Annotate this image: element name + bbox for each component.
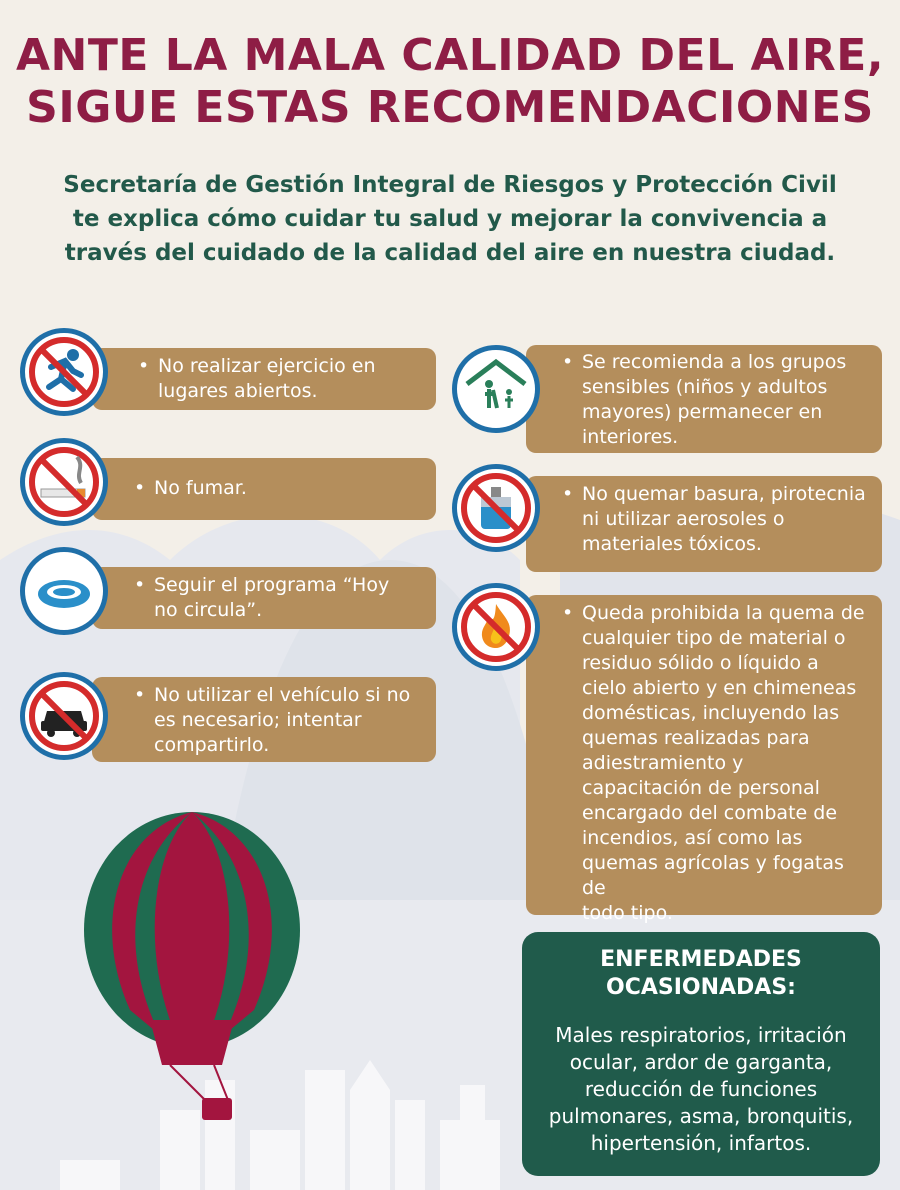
no-running-icon: [20, 328, 108, 416]
recommendation-text: [132, 354, 426, 404]
diseases-body: [522, 1022, 880, 1157]
recommendation-text: [128, 573, 426, 623]
recommendation-card: [92, 348, 436, 410]
diseases-line: Males respiratorios, irritación: [555, 1023, 847, 1047]
text-line: cualquier tipo de material o: [582, 627, 846, 649]
text-line: materiales tóxicos.: [582, 533, 762, 555]
text-line: No realizar ejercicio en: [158, 355, 376, 377]
recommendation-text: [556, 601, 872, 926]
text-line: no circula”.: [154, 599, 263, 621]
recommendation-text: [556, 350, 872, 450]
text-line: No utilizar el vehículo si no: [154, 684, 411, 706]
recommendation-card: [526, 345, 882, 453]
subtitle-line: te explica cómo cuidar tu salud y mejorar la convivencia a: [72, 206, 828, 232]
text-line: compartirlo.: [154, 734, 270, 756]
text-line: es necesario; intentar: [154, 709, 362, 731]
diseases-title: [522, 946, 880, 1002]
text-line: No quemar basura, pirotecnia: [582, 483, 866, 505]
subtitle-line: Secretaría de Gestión Integral de Riesgos y Protección Civil: [63, 172, 837, 198]
text-line: quemas agrícolas y fogatas de: [582, 852, 844, 899]
text-line: domésticas, incluyendo las: [582, 702, 840, 724]
text-line: interiores.: [582, 426, 679, 448]
title-line: SIGUE ESTAS RECOMENDACIONES: [26, 82, 874, 133]
recommendation-text: [128, 476, 426, 501]
recommendation-card: [92, 677, 436, 762]
text-line: Queda prohibida la quema de: [582, 602, 865, 624]
title-line: ANTE LA MALA CALIDAD DEL AIRE,: [15, 30, 885, 81]
diseases-line: reducción de funciones: [584, 1077, 818, 1101]
diseases-title-line: ENFERMEDADES: [600, 947, 802, 972]
page-subtitle: [40, 168, 860, 270]
text-line: todo tipo.: [582, 902, 673, 924]
diseases-box: [522, 932, 880, 1176]
page-title: [0, 30, 900, 134]
text-line: incendios, así como las: [582, 827, 803, 849]
recommendation-card: [92, 458, 436, 520]
diseases-line: ocular, ardor de garganta,: [569, 1050, 833, 1074]
text-line: residuo sólido o líquido a: [582, 652, 819, 674]
hoy-no-circula-icon: [20, 547, 108, 635]
text-line: mayores) permanecer en: [582, 401, 823, 423]
text-line: cielo abierto y en chimeneas: [582, 677, 857, 699]
text-line: capacitación de personal: [582, 777, 820, 799]
text-line: adiestramiento y: [582, 752, 744, 774]
diseases-title-line: OCASIONADAS:: [606, 975, 796, 1000]
text-line: Se recomienda a los grupos: [582, 351, 847, 373]
no-car-icon: [20, 672, 108, 760]
text-line: encargado del combate de: [582, 802, 838, 824]
text-line: No fumar.: [154, 477, 247, 499]
recommendation-text: [128, 683, 426, 758]
diseases-line: hipertensión, infartos.: [590, 1131, 812, 1155]
no-fire-icon: [452, 583, 540, 671]
no-aerosol-icon: [452, 464, 540, 552]
subtitle-line: través del cuidado de la calidad del aire en nuestra ciudad.: [64, 240, 836, 266]
recommendation-card: [526, 595, 882, 924]
text-line: Seguir el programa “Hoy: [154, 574, 390, 596]
recommendation-card: [92, 567, 436, 629]
recommendation-text: [556, 482, 872, 557]
no-smoking-icon: [20, 438, 108, 526]
text-line: quemas realizadas para: [582, 727, 810, 749]
shelter-icon: [452, 345, 540, 433]
text-line: ni utilizar aerosoles o: [582, 508, 785, 530]
text-line: sensibles (niños y adultos: [582, 376, 828, 398]
text-line: lugares abiertos.: [158, 380, 318, 402]
diseases-line: pulmonares, asma, bronquitis,: [548, 1104, 854, 1128]
recommendation-card: [526, 476, 882, 572]
